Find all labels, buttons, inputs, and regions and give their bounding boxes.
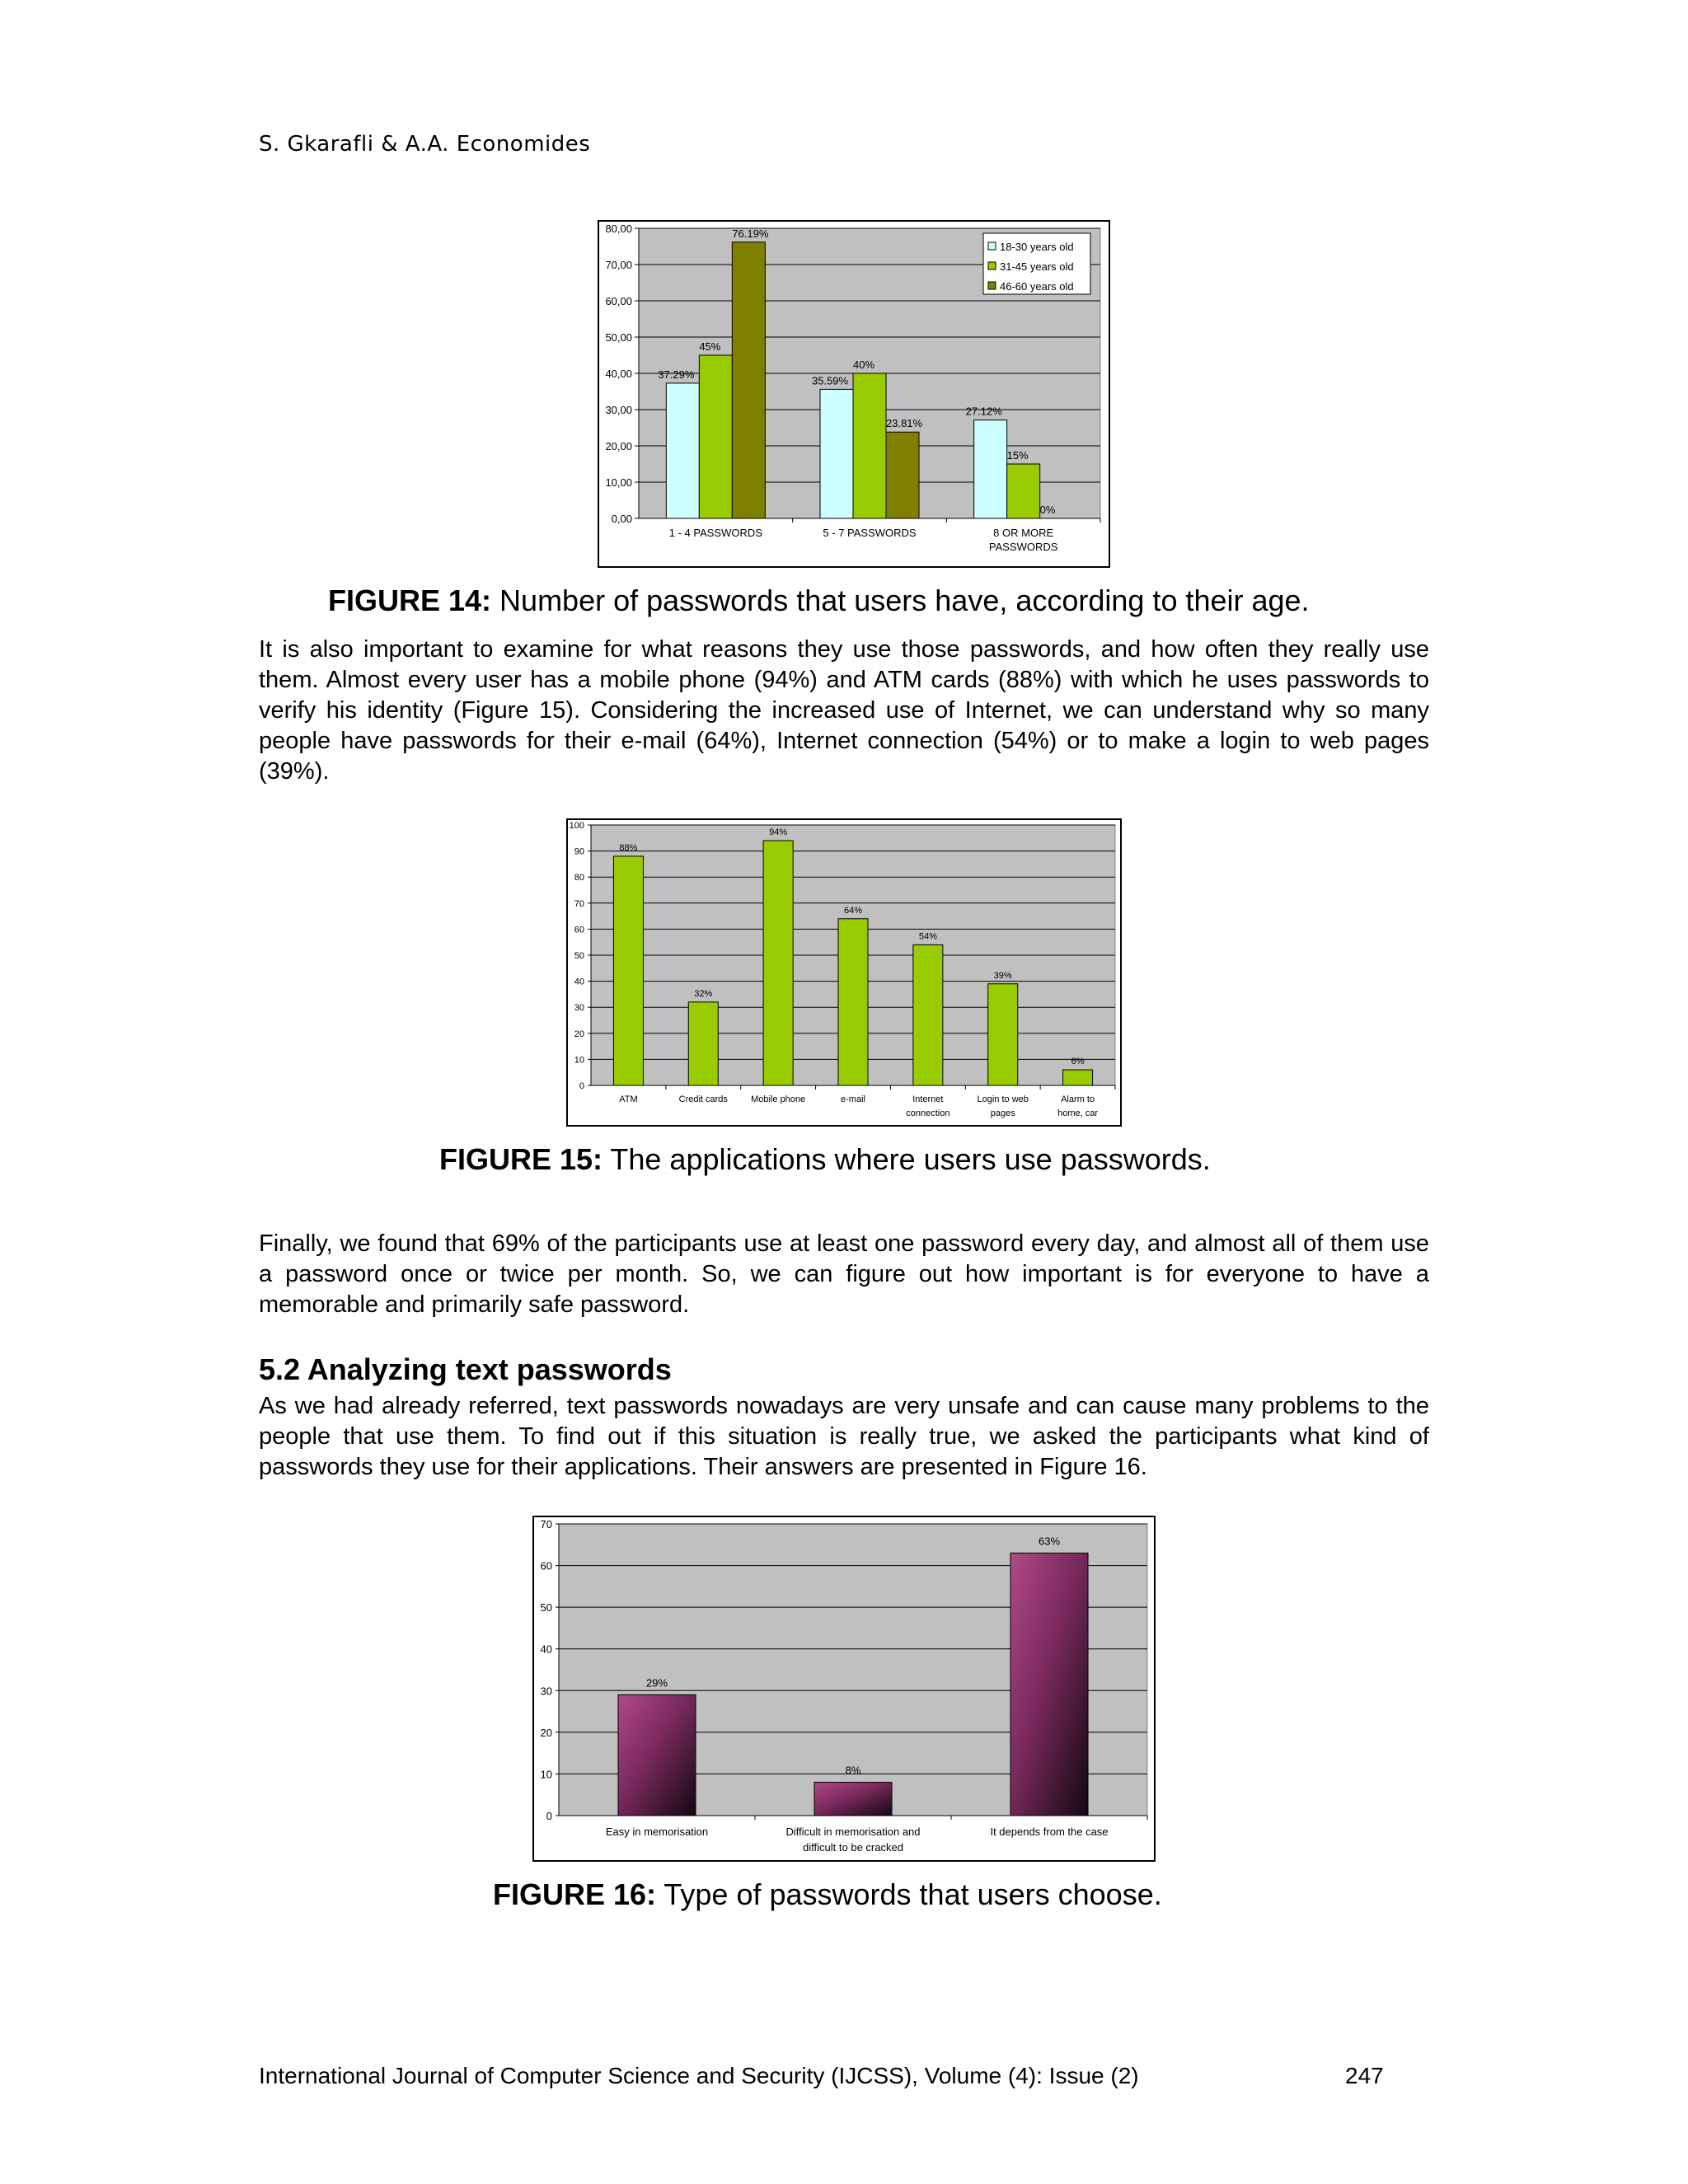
data-label: 35.59% (812, 374, 849, 387)
figure-14-caption-text: Number of passwords that users have, according to their age. (491, 583, 1310, 617)
x-tick-label: It depends from the case (990, 1825, 1109, 1838)
data-label: 63% (1038, 1535, 1061, 1548)
x-tick-label: ATM (619, 1094, 638, 1104)
y-tick-label: 70 (574, 898, 584, 909)
x-tick-label: Difficult in memorisation and difficult to be cracked (785, 1825, 921, 1854)
y-tick-label: 20 (574, 1029, 584, 1039)
y-tick-label: 20 (540, 1726, 552, 1739)
y-tick-label: 0 (546, 1810, 552, 1822)
bar (886, 432, 919, 518)
bar (913, 944, 943, 1085)
data-label: 64% (843, 905, 863, 916)
figure-14-label: FIGURE 14: (328, 583, 492, 617)
data-label: 45% (699, 340, 721, 353)
running-header: S. Gkarafli & A.A. Economides (259, 132, 591, 157)
legend-swatch (988, 242, 996, 250)
x-tick-label: e-mail (841, 1094, 865, 1104)
data-label: 15% (1006, 449, 1029, 462)
legend-label: 31-45 years old (1000, 260, 1074, 273)
bar (618, 1694, 696, 1816)
y-tick-label: 10 (574, 1055, 584, 1066)
bar (814, 1783, 892, 1816)
y-tick-label: 100 (569, 821, 584, 831)
paragraph-1: It is also important to examine for what reasons they use those passwords, and how often they really use them. Almost every user has a mobile phone (94%) and ATM cards (88%) with which he uses passwords to verify his identity (Figure 15). Considering the increased use of Internet, we can understand why so many people have passwords for their e-mail (64%), Internet connection (54%) or to make a login to web pages (39%). (259, 636, 1429, 785)
paragraph-2: Finally, we found that 69% of the participants use at least one password every day, and almost all of them use a password once or twice per month. So, we can figure out how important is for everyone to have a memorable and primarily safe password. (259, 1230, 1429, 1318)
figure-15-chart (566, 818, 1122, 1127)
x-tick-label: Mobile phone (751, 1094, 806, 1104)
data-label: 37.29% (658, 368, 695, 381)
y-tick-label: 30 (574, 1003, 584, 1014)
legend-label: 18-30 years old (1000, 241, 1074, 253)
bar (688, 1002, 718, 1085)
data-label: 76.19% (732, 227, 769, 240)
bar (820, 389, 853, 518)
bar (763, 841, 793, 1085)
data-label: 0% (1039, 504, 1056, 516)
figure-16-caption-text: Type of passwords that users choose. (656, 1877, 1162, 1911)
data-label: 32% (694, 988, 713, 999)
figure-14-caption (328, 583, 1310, 619)
x-tick-label: Credit cards (678, 1094, 728, 1104)
figure-16-chart (532, 1516, 1156, 1862)
y-tick-label: 0,00 (611, 513, 632, 525)
bar (1010, 1553, 1088, 1816)
x-tick-label: Login to web pages (977, 1094, 1029, 1118)
y-tick-label: 70,00 (605, 259, 632, 271)
y-tick-label: 50,00 (605, 331, 632, 344)
figure-15-caption-text: The applications where users use passwords. (603, 1142, 1211, 1176)
y-tick-label: 80,00 (605, 223, 632, 235)
footer-journal: International Journal of Computer Science and Security (IJCSS), Volume (4): Issue (2) (259, 2063, 1139, 2088)
figure-16-caption (493, 1877, 1162, 1913)
figure-16-label: FIGURE 16: (493, 1877, 657, 1911)
y-tick-label: 40 (574, 977, 584, 987)
y-tick-label: 50 (574, 951, 584, 961)
x-tick-label: 1 - 4 PASSWORDS (668, 527, 762, 539)
bar (699, 355, 732, 518)
bar (974, 420, 1007, 518)
data-label: 54% (918, 931, 937, 942)
paragraph-3: As we had already referred, text passwords nowadays are very unsafe and can cause many problems to the people that use them. To find out if this situation is really true, we asked the participants what kind of passwords they use for their applications. Their answers are presented in Figure 16. (259, 1393, 1429, 1480)
bar (838, 919, 868, 1085)
figure-15-label: FIGURE 15: (439, 1142, 603, 1176)
y-tick-label: 90 (574, 846, 584, 857)
x-tick-label: 5 - 7 PASSWORDS (823, 527, 917, 539)
bar (988, 984, 1018, 1085)
data-label: 29% (645, 1676, 668, 1690)
data-label: 40% (853, 359, 875, 371)
y-tick-label: 60 (574, 925, 584, 935)
y-tick-label: 50 (540, 1601, 552, 1615)
y-tick-label: 30,00 (605, 404, 632, 416)
data-label: 8% (845, 1764, 861, 1777)
page-number: 247 (1345, 2063, 1384, 2088)
legend-swatch (988, 282, 996, 289)
legend-label: 46-60 years old (1000, 280, 1074, 293)
bar (853, 373, 886, 518)
data-label: 88% (619, 842, 638, 853)
figure-14-chart (598, 220, 1110, 568)
y-tick-label: 30 (540, 1685, 552, 1698)
x-tick-label: Internet connection (906, 1094, 950, 1118)
y-tick-label: 20,00 (605, 440, 632, 452)
y-tick-label: 80 (574, 873, 584, 883)
figure-15-caption (439, 1141, 1211, 1178)
legend-swatch (988, 262, 996, 269)
x-tick-label: Easy in memorisation (605, 1825, 709, 1838)
bar (666, 383, 699, 518)
bar (613, 856, 643, 1085)
y-tick-label: 10,00 (605, 476, 632, 489)
data-label: 23.81% (886, 417, 923, 430)
y-tick-label: 40,00 (605, 368, 632, 380)
bar (1063, 1070, 1093, 1085)
bar (732, 242, 765, 518)
y-tick-label: 60 (540, 1559, 552, 1572)
data-label: 39% (993, 970, 1012, 981)
y-tick-label: 60,00 (605, 295, 632, 307)
y-tick-label: 40 (540, 1643, 552, 1656)
data-label: 94% (769, 827, 788, 837)
x-tick-label: Alarm to home, car (1057, 1094, 1099, 1118)
y-tick-label: 70 (540, 1518, 552, 1530)
y-tick-label: 0 (579, 1081, 584, 1091)
data-label: 6% (1071, 1057, 1085, 1067)
y-tick-label: 10 (540, 1768, 552, 1781)
data-label: 27.12% (965, 405, 1002, 418)
x-tick-label: 8 OR MORE PASSWORDS (988, 527, 1058, 553)
bar (1007, 464, 1040, 518)
section-heading: 5.2 Analyzing text passwords (259, 1352, 672, 1386)
